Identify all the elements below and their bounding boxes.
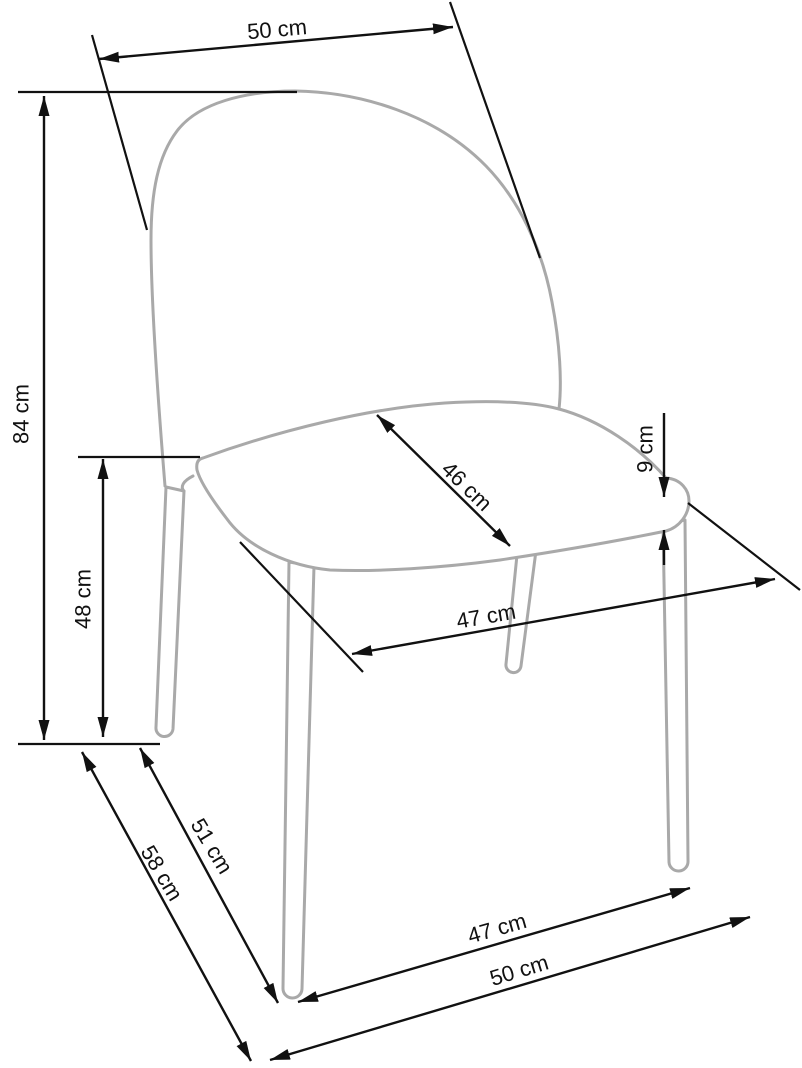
label-seat-height: 48 cm — [70, 569, 96, 629]
chair-leg-rear-left — [156, 487, 184, 737]
label-base-width: 50 cm — [486, 949, 552, 991]
label-seat-depth: 46 cm — [436, 456, 498, 516]
chair-seat-leg-joint — [182, 476, 193, 491]
chair-seat — [197, 402, 689, 571]
chair-leg-front-right — [663, 520, 688, 871]
ext-line-backrest-right-tangent — [450, 2, 540, 258]
chair-leg-front-left — [283, 562, 314, 998]
label-seat-width: 47 cm — [454, 598, 518, 634]
label-backrest-width: 50 cm — [246, 14, 308, 45]
label-side-span-inner: 51 cm — [185, 813, 238, 879]
ext-line-backrest-left-tangent — [92, 35, 147, 230]
label-total-height: 84 cm — [8, 384, 34, 444]
label-seat-edge-thickness: 9 cm — [632, 425, 658, 473]
label-side-span-outer: 58 cm — [135, 840, 188, 906]
ext-line-seat-right — [688, 503, 800, 590]
label-front-leg-span: 47 cm — [464, 907, 530, 949]
dim-arrow-seat-width — [352, 579, 775, 654]
